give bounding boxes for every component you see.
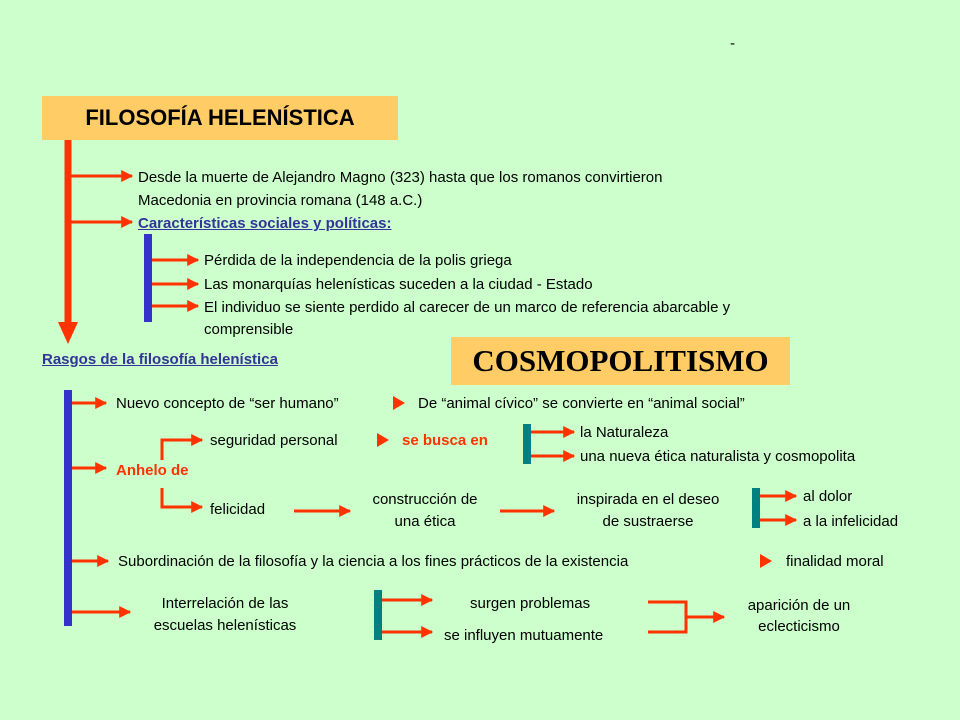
interrelation-line-2: escuelas helenísticas xyxy=(153,617,297,634)
top-dot: - xyxy=(730,35,735,52)
inspirada-line-2: de sustraerse xyxy=(602,513,694,530)
infelicidad-label: a la infelicidad xyxy=(803,513,899,530)
period-line-1: Desde la muerte de Alejandro Magno (323) hasta que los romanos convirtieron xyxy=(138,169,663,186)
merge-connector xyxy=(648,602,686,632)
social-bar xyxy=(144,234,152,322)
influence-label: se influyen mutuamente xyxy=(444,627,604,644)
eclecticism-line-1: aparición de un xyxy=(747,597,851,614)
social-item-3: El individuo se siente perdido al carecer de un marco de referencia abarcable y xyxy=(204,299,731,316)
inspirada-line-1: inspirada en el deseo xyxy=(576,491,720,508)
naturaleza-bar xyxy=(523,424,531,464)
etica-label: una nueva ética naturalista y cosmopolita xyxy=(580,448,856,465)
social-item-2: Las monarquías helenísticas suceden a la ciudad - Estado xyxy=(204,276,593,293)
dolor-bar xyxy=(752,488,760,528)
human-right: De “animal cívico” se convierte en “animal social” xyxy=(418,395,745,412)
se-busca-label: se busca en xyxy=(402,432,488,449)
social-heading-link[interactable]: Características sociales y políticas: xyxy=(138,215,392,232)
human-left: Nuevo concepto de “ser humano” xyxy=(116,395,339,412)
felicidad-label: felicidad xyxy=(210,501,266,518)
cosmopolitismo-box: COSMOPOLITISMO xyxy=(451,337,790,385)
interrelation-bar xyxy=(374,590,382,640)
branch-seguridad xyxy=(162,440,202,460)
naturaleza-label: la Naturaleza xyxy=(580,424,669,441)
construccion-line-1: construcción de xyxy=(372,491,478,508)
main-down-arrowhead xyxy=(58,322,78,344)
branch-felicidad xyxy=(162,488,202,507)
anhelo-label: Anhelo de xyxy=(116,462,189,479)
social-item-1: Pérdida de la independencia de la polis griega xyxy=(204,252,512,269)
traits-bar xyxy=(64,390,72,626)
period-line-2: Macedonia en provincia romana (148 a.C.) xyxy=(138,192,423,209)
seguridad-label: seguridad personal xyxy=(210,432,338,449)
eclecticism-line-2: eclecticismo xyxy=(758,618,840,635)
human-triangle xyxy=(393,396,405,410)
page-title: FILOSOFÍA HELENÍSTICA xyxy=(42,96,398,140)
subordination-result: finalidad moral xyxy=(786,553,884,570)
subordination-triangle xyxy=(760,554,772,568)
social-item-3-cont: comprensible xyxy=(204,321,294,338)
dolor-label: al dolor xyxy=(803,488,853,505)
traits-heading-link[interactable]: Rasgos de la filosofía helenística xyxy=(42,351,278,368)
construccion-line-2: una ética xyxy=(394,513,456,530)
interrelation-line-1: Interrelación de las xyxy=(161,595,289,612)
subordination-text: Subordinación de la filosofía y la ciencia a los fines prácticos de la existencia xyxy=(118,553,629,570)
seguridad-triangle xyxy=(377,433,389,447)
problems-label: surgen problemas xyxy=(470,595,591,612)
